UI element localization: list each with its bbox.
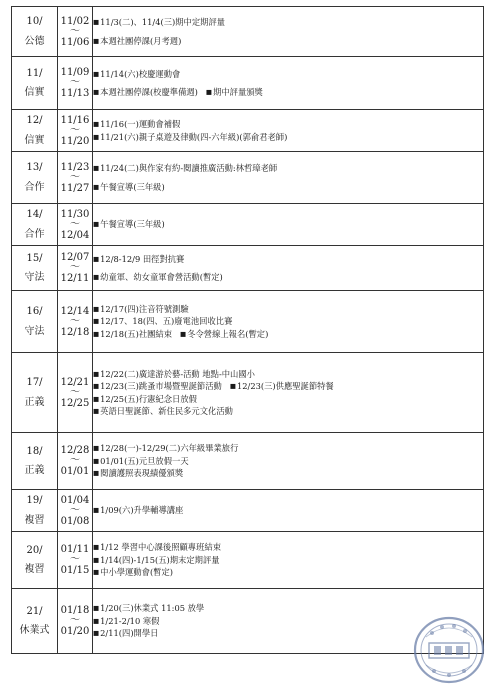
date-separator: ～ xyxy=(70,615,80,626)
date-end: 11/06 xyxy=(60,36,90,48)
date-start: 11/02 xyxy=(60,15,90,27)
event-line xyxy=(93,131,483,143)
date-range-cell xyxy=(58,589,93,654)
calendar-body xyxy=(12,7,484,654)
event-item: ■ 12/8-12/9 田徑對抗賽 xyxy=(93,254,184,264)
events-cell xyxy=(93,353,484,433)
event-line xyxy=(93,467,483,479)
date-end: 01/20 xyxy=(60,626,90,637)
date-end: 12/18 xyxy=(60,326,90,338)
event-item: ■ 12/18(五)社團結束 xyxy=(93,329,172,339)
week-number: 18/ xyxy=(26,445,43,457)
event-line xyxy=(93,181,483,193)
event-item: ■ 午餐宣導(三年級) xyxy=(93,219,165,229)
school-seal-stamp xyxy=(412,615,486,685)
event-item: ■ 12/22(二)廣達游於藝-活動 地點-中山國小 xyxy=(93,369,255,379)
event-line xyxy=(93,368,483,380)
date-end: 01/01 xyxy=(60,466,90,477)
date-range-cell xyxy=(58,110,93,152)
date-separator: ～ xyxy=(70,124,80,136)
week-cell xyxy=(12,353,58,433)
week-cell xyxy=(12,152,58,204)
week-theme: 複習 xyxy=(24,514,45,526)
week-row xyxy=(12,204,484,246)
week-number: 14/ xyxy=(26,209,43,220)
event-line xyxy=(93,162,483,174)
event-item: ■ 幼童軍、幼女童軍會營活動(暫定) xyxy=(93,272,223,282)
week-row xyxy=(12,110,484,152)
week-row xyxy=(12,490,484,532)
event-item: ■ 冬令營線上報名(暫定) xyxy=(180,329,268,339)
event-line xyxy=(93,393,483,405)
date-start: 11/23 xyxy=(60,161,90,173)
date-start: 12/14 xyxy=(60,305,90,317)
week-theme: 合作 xyxy=(24,181,45,193)
event-item: ■ 1/12 學習中心課後照顧專班結束 xyxy=(93,542,221,552)
event-item: ■ 本週社團停課(月考週) xyxy=(93,36,181,46)
event-item: ■ 11/24(二)與作家有約-閱讀推廣活動:林哲璋老師 xyxy=(93,163,277,173)
date-start: 12/07 xyxy=(60,252,90,263)
week-theme: 公德 xyxy=(24,35,45,47)
week-number: 12/ xyxy=(26,115,43,126)
event-line xyxy=(93,566,483,578)
week-row xyxy=(12,7,484,57)
event-line xyxy=(93,455,483,467)
week-theme: 複習 xyxy=(24,564,45,575)
week-number: 13/ xyxy=(26,162,43,173)
event-item: ■ 1/21-2/10 寒假 xyxy=(93,616,159,626)
week-theme: 正義 xyxy=(24,396,45,408)
week-theme: 信實 xyxy=(24,134,45,146)
date-range-cell xyxy=(58,433,93,490)
date-end: 12/04 xyxy=(60,229,90,241)
event-line xyxy=(93,303,483,315)
week-number: 10/ xyxy=(26,16,43,27)
date-end: 11/20 xyxy=(60,135,90,147)
date-end: 01/15 xyxy=(60,565,90,576)
week-number: 15/ xyxy=(26,252,43,264)
week-cell xyxy=(12,433,58,490)
event-item: ■ 期中評量頒獎 xyxy=(206,87,263,97)
date-start: 01/04 xyxy=(60,494,90,506)
events-cell xyxy=(93,246,484,291)
week-row xyxy=(12,353,484,433)
event-item: ■ 11/14(六)校慶運動會 xyxy=(93,69,180,79)
events-cell xyxy=(93,152,484,204)
date-range-cell xyxy=(58,204,93,246)
event-item: ■ 11/3(二)、11/4(三)期中定期評量 xyxy=(93,17,225,27)
week-theme: 合作 xyxy=(24,228,45,240)
event-line xyxy=(93,68,483,80)
events-cell xyxy=(93,532,484,589)
events-cell xyxy=(93,490,484,532)
event-line xyxy=(93,271,483,283)
date-start: 11/09 xyxy=(60,67,90,78)
date-range-cell xyxy=(58,152,93,204)
week-row xyxy=(12,57,484,110)
date-start: 11/30 xyxy=(60,208,90,220)
school-calendar-table xyxy=(11,6,484,654)
week-theme: 信實 xyxy=(24,87,45,98)
event-item: ■ 11/16(一)運動會補假 xyxy=(93,119,180,129)
week-cell xyxy=(12,589,58,654)
date-start: 12/21 xyxy=(60,376,90,388)
event-line xyxy=(93,315,483,327)
event-item: ■ 1/14(四)-1/15(五)期末定期評量 xyxy=(93,555,220,565)
week-cell xyxy=(12,291,58,353)
date-range-cell xyxy=(58,490,93,532)
week-theme: 守法 xyxy=(24,325,45,337)
event-item: ■ 12/28(一)-12/29(二)六年級畢業旅行 xyxy=(93,443,238,453)
week-cell xyxy=(12,204,58,246)
event-line xyxy=(93,16,483,28)
week-cell xyxy=(12,57,58,110)
week-cell xyxy=(12,490,58,532)
event-line xyxy=(93,35,483,47)
date-separator: ～ xyxy=(70,554,80,565)
date-separator: ～ xyxy=(70,262,80,273)
week-row xyxy=(12,152,484,204)
week-number: 17/ xyxy=(26,377,43,388)
date-range-cell xyxy=(58,532,93,589)
event-item: ■ 本週社團停課(校慶準備週) xyxy=(93,87,198,97)
date-separator: ～ xyxy=(70,315,80,327)
week-theme: 正義 xyxy=(24,465,45,476)
events-cell xyxy=(93,433,484,490)
date-separator: ～ xyxy=(70,386,80,398)
date-separator: ～ xyxy=(70,455,80,466)
date-end: 01/08 xyxy=(60,515,90,527)
event-item: ■ 01/01(五)元旦放假一天 xyxy=(93,456,189,466)
date-start: 11/16 xyxy=(60,114,90,126)
week-cell xyxy=(12,110,58,152)
event-line xyxy=(93,380,483,392)
date-start: 12/28 xyxy=(60,445,90,456)
date-separator: ～ xyxy=(70,218,80,230)
week-number: 21/ xyxy=(26,605,43,617)
date-separator: ～ xyxy=(70,504,80,516)
event-item: ■ 中小學運動會(暫定) xyxy=(93,567,173,577)
week-cell xyxy=(12,7,58,57)
week-number: 19/ xyxy=(26,495,43,506)
week-row xyxy=(12,291,484,353)
events-cell xyxy=(93,7,484,57)
date-separator: ～ xyxy=(70,77,80,88)
event-line xyxy=(93,253,483,265)
event-line xyxy=(93,442,483,454)
date-separator: ～ xyxy=(70,171,80,183)
date-start: 01/18 xyxy=(60,605,90,616)
week-cell xyxy=(12,532,58,589)
date-start: 01/11 xyxy=(60,544,90,555)
event-line xyxy=(93,118,483,130)
date-end: 11/27 xyxy=(60,182,90,194)
event-item: ■ 英語日聖誕節、新住民多元文化活動 xyxy=(93,406,233,416)
event-line xyxy=(93,218,483,230)
date-end: 11/13 xyxy=(60,88,90,99)
date-range-cell xyxy=(58,7,93,57)
event-item: ■ 12/25(五)行憲紀念日放假 xyxy=(93,394,197,404)
date-range-cell xyxy=(58,246,93,291)
date-end: 12/25 xyxy=(60,397,90,409)
event-line xyxy=(93,554,483,566)
date-end: 12/11 xyxy=(60,273,90,284)
week-number: 20/ xyxy=(26,544,43,556)
event-line xyxy=(93,504,483,516)
week-row xyxy=(12,246,484,291)
event-item: ■ 11/21(六)親子桌遊及律動(四-六年級)(郭俞君老師) xyxy=(93,132,287,142)
events-cell xyxy=(93,291,484,353)
event-item: ■ 1/20(三)休業式 11:05 放學 xyxy=(93,603,204,613)
events-cell xyxy=(93,110,484,152)
date-range-cell xyxy=(58,291,93,353)
week-row xyxy=(12,433,484,490)
event-line xyxy=(93,328,483,340)
date-range-cell xyxy=(58,353,93,433)
event-line xyxy=(93,541,483,553)
events-cell xyxy=(93,57,484,110)
event-item: ■ 12/17(四)注音符號測驗 xyxy=(93,304,189,314)
event-line xyxy=(93,602,483,614)
event-item: ■ 午餐宣導(三年級) xyxy=(93,182,165,192)
week-cell xyxy=(12,246,58,291)
event-item: ■ 閱讀護照表現績優頒獎 xyxy=(93,468,183,478)
event-line xyxy=(93,405,483,417)
week-theme: 休業式 xyxy=(19,625,50,636)
week-number: 16/ xyxy=(26,306,43,317)
event-item: ■ 12/17、18(四、五)廢電池回收比賽 xyxy=(93,316,232,326)
event-item: ■ 12/23(三)跳蚤市場暨聖誕節活動 xyxy=(93,381,222,391)
event-item: ■ 2/11(四)開學日 xyxy=(93,628,158,638)
week-number: 11/ xyxy=(26,67,43,79)
date-separator: ～ xyxy=(70,25,80,37)
date-range-cell xyxy=(58,57,93,110)
events-cell xyxy=(93,204,484,246)
week-row xyxy=(12,532,484,589)
event-item: ■ 12/23(三)供應聖誕節特餐 xyxy=(230,381,334,391)
event-line xyxy=(93,86,483,98)
event-item: ■ 1/09(六)升學輔導講座 xyxy=(93,505,183,515)
week-theme: 守法 xyxy=(24,272,45,283)
